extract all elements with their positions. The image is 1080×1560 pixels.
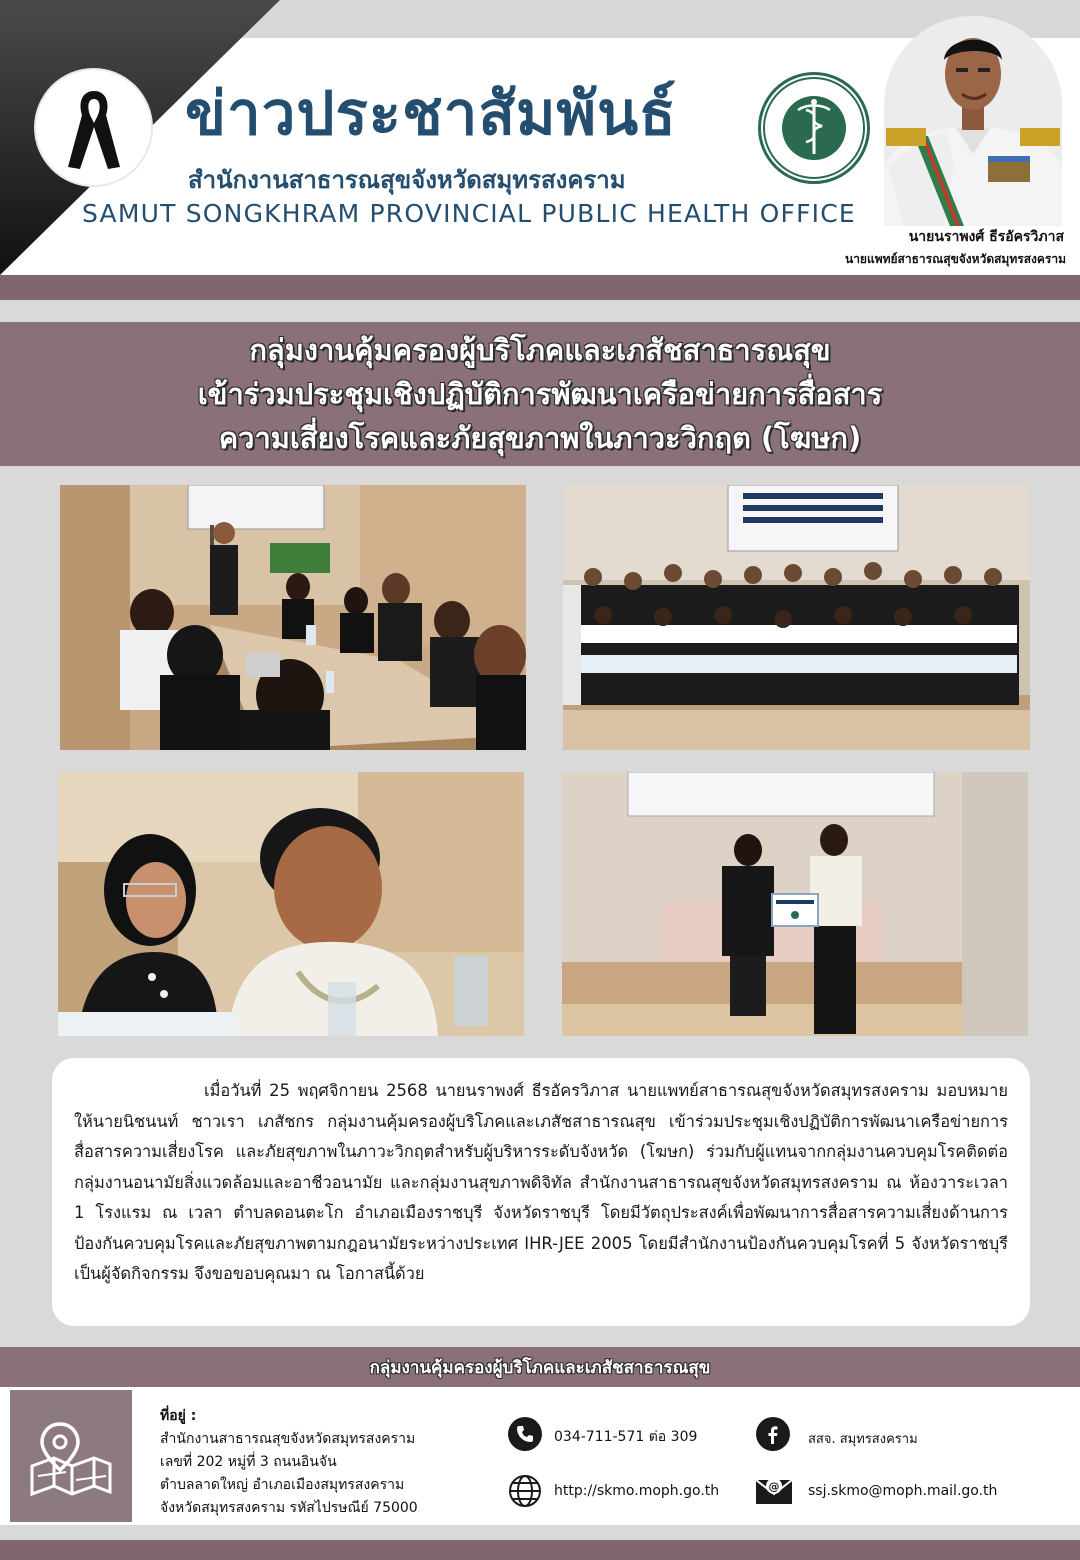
headline-line-3: ความเสี่ยงโรคและภัยสุขภาพในภาวะวิกฤต (โฆษก) (218, 421, 862, 455)
news-body-paragraph: เมื่อวันที่ 25 พฤศจิกายน 2568 นายนราพงศ์ ธีรอัครวิภาส นายแพทย์สาธารณสุขจังหวัดสมุทรสงคราม มอบหมายให้นายนิชนนท์ ชาวเรา เภสัชกร กลุ่มงานคุ้มครองผู้บริโภคและเภสัชสาธารณสุข เข้าร่วมประชุมเชิงปฏิบัติการพัฒนาเครือข่ายการสื่อสารความเสี่ยงโรค และภัยสุขภาพในภาวะวิกฤตสำหรับผู้บริหารระดับจังหวัด (โฆษก) ร่วมกับผู้แทนจากกลุ่มงานควบคุมโรคติดต่อ กลุ่มงานอนามัยสิ่งแวดล้อมและอาชีวอนามัย และกลุ่มงานสุขภาพดิจิทัล สำนักงานสาธารณสุขจังหวัดสมุทรสงคราม ณ ห้องวาระเวลา 1 โรงแรม ณ เวลา ตำบลดอนตะโก อำเภอเมืองราชบุรี จังหวัดราชบุรี โดยมีวัตถุประสงค์เพื่อพัฒนาการสื่อสารความเสี่ยงด้านการป้องกันควบคุมโรคและภัยสุขภาพตามกฎอนามัยระหว่างประเทศ IHR-JEE 2005 โดยมีสำนักงานป้องกันควบคุมโรคที่ 5 จังหวัดราชบุรี เป็นผู้จัดกิจกรรม จึงขอขอบคุณมา ณ โอกาสนี้ด้วย (74, 1081, 1008, 1283)
office-name-thai: สำนักงานสาธารณสุขจังหวัดสมุทรสงคราม (188, 166, 626, 194)
address-line-2: เลขที่ 202 หมู่ที่ 3 ถนนอินจัน (160, 1454, 337, 1470)
event-photo-meeting (60, 485, 526, 750)
map-box (10, 1390, 132, 1522)
footer-department-name: กลุ่มงานคุ้มครองผู้บริโภคและเภสัชสาธารณสุข (369, 1357, 711, 1378)
website-link[interactable]: http://skmo.moph.go.th (554, 1483, 720, 1499)
office-name-english: SAMUT SONGKHRAM PROVINCIAL PUBLIC HEALTH OFFICE (82, 199, 856, 228)
footer-bottom-band (0, 1540, 1080, 1560)
address-line-4: จังหวัดสมุทรสงคราม รหัสไปรษณีย์ 75000 (160, 1500, 418, 1516)
header-divider-band (0, 275, 1080, 300)
page-header (0, 0, 1080, 275)
event-photo-group (563, 485, 1030, 750)
official-portrait (884, 16, 1062, 226)
phone-number[interactable]: 034-711-571 ต่อ 309 (554, 1429, 698, 1445)
official-portrait-image (884, 16, 1062, 226)
moph-emblem-icon (762, 76, 866, 180)
event-photo-participants (58, 772, 524, 1036)
phone-icon (508, 1417, 542, 1451)
official-name: นายนราพงศ์ ธีรอัครวิภาส (908, 229, 1064, 245)
official-title: นายแพทย์สาธารณสุขจังหวัดสมุทรสงคราม (844, 252, 1066, 266)
address-line-3: ตำบลลาดใหญ่ อำเภอเมืองสมุทรสงคราม (160, 1477, 405, 1493)
mourning-ribbon-icon (64, 83, 124, 173)
headline-line-2: เข้าร่วมประชุมเชิงปฏิบัติการพัฒนาเครือข่ายการสื่อสาร (197, 377, 883, 411)
address-label: ที่อยู่ : (160, 1408, 197, 1424)
page-title: ข่าวประชาสัมพันธ์ (185, 79, 677, 149)
globe-icon (508, 1474, 542, 1508)
email-icon (754, 1474, 794, 1508)
event-photo-certificate (562, 772, 1028, 1036)
address-line-1: สำนักงานสาธารณสุขจังหวัดสมุทรสงคราม (160, 1431, 416, 1447)
svg-text:@: @ (768, 1480, 780, 1493)
facebook-page-name[interactable]: สสจ. สมุทรสงคราม (808, 1432, 918, 1447)
mourning-ribbon-badge (36, 70, 151, 185)
footer-department-banner (0, 1347, 1080, 1387)
news-headline (0, 322, 1080, 466)
email-address[interactable]: ssj.skmo@moph.mail.go.th (808, 1483, 998, 1499)
map-pin-icon (26, 1414, 116, 1498)
headline-line-1: กลุ่มงานคุ้มครองผู้บริโภคและเภสัชสาธารณสุข (249, 333, 831, 367)
news-body-card (52, 1058, 1030, 1326)
moph-logo (758, 72, 870, 184)
news-body-text (74, 1076, 1008, 1290)
facebook-icon (756, 1417, 790, 1451)
